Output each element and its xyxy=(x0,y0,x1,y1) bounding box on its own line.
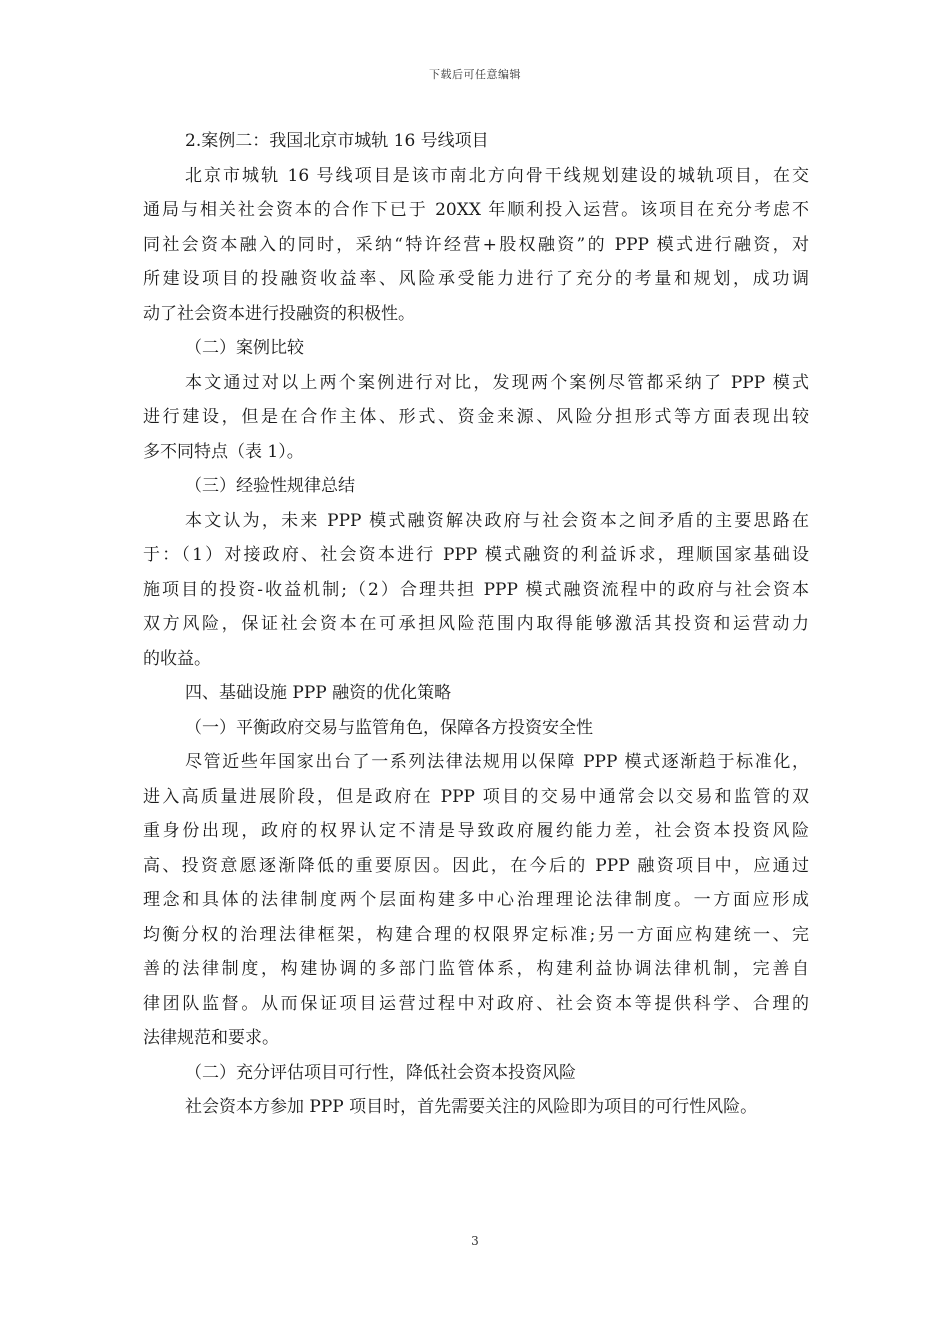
paragraph-line: 尽管近些年国家出台了一系列法律法规用以保障 PPP 模式逐渐趋于标准化， xyxy=(185,752,809,772)
paragraph-line: 法律规范和要求。 xyxy=(143,1028,279,1048)
paragraph-line: 重身份出现，政府的权界认定不清是导致政府履约能力差，社会资本投资风险 xyxy=(143,821,809,841)
paragraph-line: 于：（1）对接政府、社会资本进行 PPP 模式融资的利益诉求，理顺国家基础设 xyxy=(143,545,809,565)
paragraph-line: 北京市城轨 16 号线项目是该市南北方向骨干线规划建设的城轨项目，在交 xyxy=(185,165,809,186)
subsection-heading-feasibility: （二）充分评估项目可行性，降低社会资本投资风险 xyxy=(185,1062,576,1083)
paragraph-line: 善的法律制度，构建协调的多部门监管体系，构建利益协调法律机制，完善自 xyxy=(143,959,809,979)
document-body xyxy=(143,124,809,1125)
paragraph-line: 动了社会资本进行投融资的积极性。 xyxy=(143,303,415,324)
paragraph-line: 双方风险，保证社会资本在可承担风险范围内取得能够激活其投资和运营动力 xyxy=(143,614,809,634)
paragraph-line: 通局与相关社会资本的合作下已于 20XX 年顺利投入运营。该项目在充分考虑不 xyxy=(143,200,809,220)
section-heading-case-two: 2.案例二：我国北京市城轨 16 号线项目 xyxy=(185,131,489,151)
subsection-heading-balance-roles: （一）平衡政府交易与监管角色，保障各方投资安全性 xyxy=(185,717,593,738)
paragraph-line: 施项目的投资-收益机制;（2）合理共担 PPP 模式融资流程中的政府与社会资本 xyxy=(143,579,809,600)
paragraph-line: 的收益。 xyxy=(143,648,211,669)
page-header: 下载后可任意编辑 xyxy=(429,68,521,81)
paragraph-line: 均衡分权的治理法律框架，构建合理的权限界定标准;另一方面应构建统一、完 xyxy=(143,924,809,945)
paragraph-line: 同社会资本融入的同时，采纳“特许经营+股权融资”的 PPP 模式进行融资，对 xyxy=(143,234,809,255)
paragraph-line: 律团队监督。从而保证项目运营过程中对政府、社会资本等提供科学、合理的 xyxy=(143,993,809,1014)
paragraph-line: 社会资本方参加 PPP 项目时，首先需要关注的风险即为项目的可行性风险。 xyxy=(185,1097,758,1117)
paragraph-line: 多不同特点（表 1）。 xyxy=(143,441,304,462)
paragraph-line: 本文认为，未来 PPP 模式融资解决政府与社会资本之间矛盾的主要思路在 xyxy=(185,510,809,531)
section-heading-optimization-strategy: 四、基础设施 PPP 融资的优化策略 xyxy=(185,683,452,703)
paragraph-line: 高、投资意愿逐渐降低的重要原因。因此，在今后的 PPP 融资项目中，应通过 xyxy=(143,855,809,876)
paragraph-line: 本文通过对以上两个案例进行对比，发现两个案例尽管都采纳了 PPP 模式 xyxy=(185,372,809,393)
paragraph-line: 进入高质量进展阶段，但是政府在 PPP 项目的交易中通常会以交易和监管的双 xyxy=(143,786,809,807)
paragraph-line: 进行建设，但是在合作主体、形式、资金来源、风险分担形式等方面表现出较 xyxy=(143,407,809,427)
section-heading-experience-summary: （三）经验性规律总结 xyxy=(185,476,355,496)
paragraph-line: 所建设项目的投融资收益率、风险承受能力进行了充分的考量和规划，成功调 xyxy=(143,269,809,289)
section-heading-case-comparison: （二）案例比较 xyxy=(185,338,304,358)
page-number: 3 xyxy=(471,1234,479,1248)
paragraph-line: 理念和具体的法律制度两个层面构建多中心治理理论法律制度。一方面应形成 xyxy=(143,890,809,910)
